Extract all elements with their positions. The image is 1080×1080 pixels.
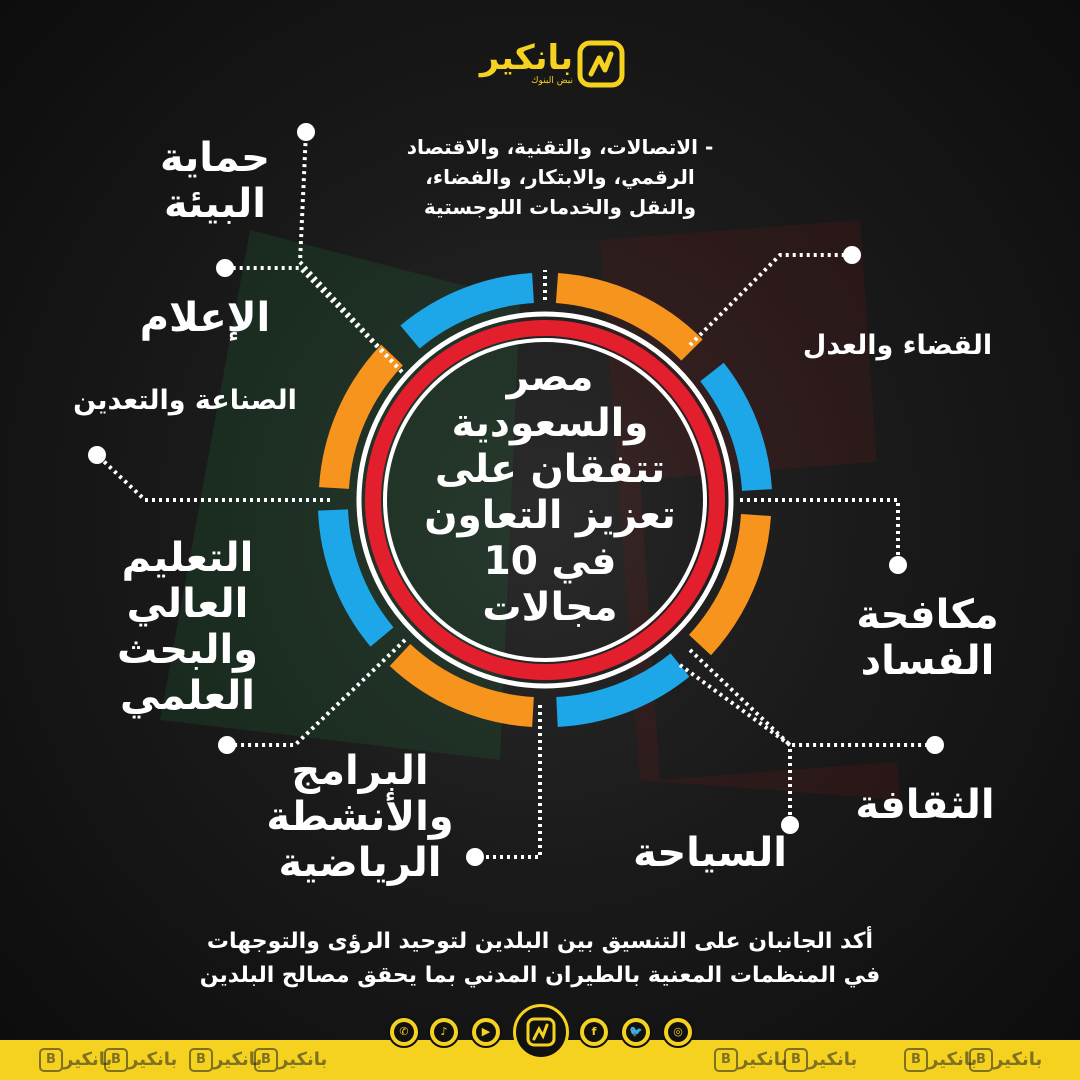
field-education bbox=[100, 535, 275, 719]
watermark-logo: بانكيرB bbox=[185, 1048, 262, 1072]
connector-mining bbox=[97, 455, 330, 500]
field-sports-line: والأنشطة bbox=[266, 794, 454, 840]
watermark-logo: بانكيرB bbox=[100, 1048, 177, 1072]
field-education-line: العلمي bbox=[120, 673, 255, 719]
center-title-line: والسعودية bbox=[451, 401, 649, 447]
center-title-line: تعزيز التعاون bbox=[424, 493, 676, 539]
watermark-logo: بانكيرB bbox=[250, 1048, 327, 1072]
field-culture: الثقافة bbox=[855, 782, 995, 828]
center-title-line: تتفقان على bbox=[434, 447, 666, 493]
field-education-line: والبحث bbox=[116, 627, 259, 673]
bullet-line: والنقل والخدمات اللوجستية bbox=[423, 195, 697, 219]
watermark-logo: بانكيرB bbox=[965, 1048, 1042, 1072]
whatsapp-icon[interactable]: ✆ bbox=[388, 1016, 420, 1048]
footer-line: أكد الجانبان على التنسيق بين البلدين لتوحيد الرؤى والتوجهات bbox=[206, 929, 874, 954]
field-anticorruption bbox=[840, 592, 1015, 684]
bullet-line: - الاتصالات، والتقنية، والاقتصاد bbox=[406, 135, 714, 159]
youtube-icon[interactable]: ▶ bbox=[470, 1016, 502, 1048]
field-justice: القضاء والعدل bbox=[802, 330, 993, 361]
footer-line: في المنظمات المعنية بالطيران المدني بما يحقق مصالح البلدين bbox=[199, 963, 881, 989]
connector-dot-culture bbox=[926, 736, 944, 754]
watermark-logo: بانكيرB bbox=[710, 1048, 787, 1072]
logo-wordmark: بانكير bbox=[479, 38, 573, 78]
tiktok-icon[interactable]: ♪ bbox=[428, 1016, 460, 1048]
connector-dot-justice bbox=[843, 246, 861, 264]
watermark-logo: بانكيرB bbox=[35, 1048, 112, 1072]
footer-note bbox=[150, 925, 930, 993]
field-sports-line: البرامج bbox=[291, 748, 429, 794]
connector-tourism bbox=[680, 665, 790, 825]
logo-b-mark-icon bbox=[516, 1007, 566, 1057]
field-environment bbox=[140, 135, 290, 227]
field-anticorruption-line: مكافحة bbox=[856, 592, 999, 638]
connector-dot-education bbox=[218, 736, 236, 754]
center-brand-icon[interactable] bbox=[513, 1004, 569, 1060]
field-education-line: التعليم bbox=[121, 535, 254, 581]
twitter-icon[interactable]: 🐦 bbox=[620, 1016, 652, 1048]
logo-tagline: نبض البنوك bbox=[531, 76, 573, 86]
connector-dot-media bbox=[216, 259, 234, 277]
field-education-line: العالي bbox=[126, 581, 249, 627]
connector-dot-environment bbox=[297, 123, 315, 141]
connector-sports bbox=[475, 705, 540, 857]
field-mining: الصناعة والتعدين bbox=[73, 385, 297, 416]
field-sports bbox=[260, 748, 460, 886]
connector-dot-anticorruption bbox=[889, 556, 907, 574]
center-title-line: في 10 bbox=[483, 539, 617, 585]
field-environment-line: حماية bbox=[160, 135, 270, 181]
field-media: الإعلام bbox=[139, 295, 271, 341]
field-sports-line: الرياضية bbox=[278, 840, 442, 886]
center-title bbox=[410, 355, 690, 631]
field-tourism: السياحة bbox=[633, 830, 787, 876]
connector-dot-sports bbox=[466, 848, 484, 866]
instagram-icon[interactable]: ◎ bbox=[662, 1016, 694, 1048]
connector-dot-mining bbox=[88, 446, 106, 464]
watermark-logo: بانكيرB bbox=[900, 1048, 977, 1072]
bullet-field-communications bbox=[380, 132, 740, 222]
facebook-icon[interactable]: f bbox=[578, 1016, 610, 1048]
field-environment-line: البيئة bbox=[164, 181, 266, 227]
center-title-line: مصر bbox=[506, 355, 594, 400]
field-anticorruption-line: الفساد bbox=[860, 638, 995, 684]
bullet-line: الرقمي، والابتكار، والفضاء، bbox=[425, 165, 695, 189]
center-title-line: مجالات bbox=[482, 585, 618, 631]
watermark-logo: بانكيرB bbox=[780, 1048, 857, 1072]
